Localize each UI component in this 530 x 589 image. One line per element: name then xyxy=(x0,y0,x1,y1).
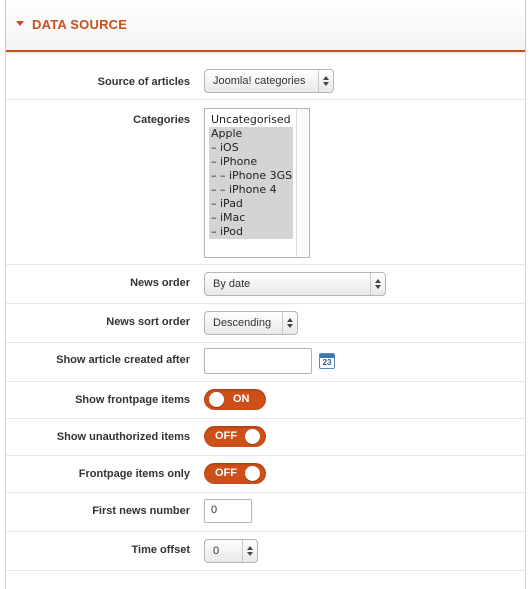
row-frontpage-only xyxy=(6,455,525,493)
news-order-label: News order xyxy=(130,277,190,289)
time-offset-label: Time offset xyxy=(131,544,190,556)
show-frontpage-label: Show frontpage items xyxy=(75,394,190,406)
row-categories xyxy=(6,99,525,265)
category-option[interactable]: – – iPhone 3GS xyxy=(211,169,293,182)
first-news-number-input[interactable]: 0 xyxy=(204,499,252,523)
time-offset-select[interactable] xyxy=(204,539,258,563)
category-option[interactable]: – iPhone xyxy=(209,155,293,169)
created-after-label: Show article created after xyxy=(56,354,190,366)
row-news-order xyxy=(6,264,525,304)
row-source-of-articles xyxy=(6,52,525,100)
show-unauthorized-toggle[interactable] xyxy=(204,426,266,447)
news-sort-order-value: Descending xyxy=(213,317,272,329)
select-updown-icon xyxy=(282,312,297,334)
select-updown-icon xyxy=(318,70,333,92)
row-news-sort-order xyxy=(6,303,525,343)
category-option[interactable]: – iMac xyxy=(209,211,293,225)
news-order-value: By date xyxy=(213,278,251,290)
category-option[interactable]: Uncategorised xyxy=(211,113,291,126)
toggle-state: ON xyxy=(233,393,250,405)
show-frontpage-toggle[interactable] xyxy=(204,389,266,410)
collapse-arrow-icon[interactable] xyxy=(16,21,24,26)
category-option[interactable]: – iPad xyxy=(209,197,293,211)
news-order-select[interactable] xyxy=(204,272,386,296)
categories-listbox[interactable] xyxy=(204,108,310,258)
news-sort-order-select[interactable] xyxy=(204,311,298,335)
row-created-after xyxy=(6,342,525,382)
toggle-knob xyxy=(245,429,260,444)
select-updown-icon xyxy=(242,540,257,562)
source-of-articles-label: Source of articles xyxy=(97,76,190,88)
news-sort-order-label: News sort order xyxy=(106,316,190,328)
show-unauthorized-label: Show unauthorized items xyxy=(56,431,190,443)
panel-header[interactable] xyxy=(6,0,525,52)
source-of-articles-value: Joomla! categories xyxy=(213,75,306,87)
source-of-articles-select[interactable] xyxy=(204,69,334,93)
row-show-unauthorized xyxy=(6,418,525,456)
calendar-day: 23 xyxy=(322,358,332,367)
select-updown-icon xyxy=(370,273,385,295)
panel-title: DATA SOURCE xyxy=(32,17,128,32)
categories-label: Categories xyxy=(133,114,190,126)
first-news-number-label: First news number xyxy=(92,505,190,517)
toggle-knob xyxy=(209,392,224,407)
time-offset-value: 0 xyxy=(213,545,220,557)
row-show-frontpage xyxy=(6,381,525,419)
toggle-knob xyxy=(245,466,260,481)
category-option[interactable]: – – iPhone 4 xyxy=(209,183,293,197)
category-option[interactable]: Apple xyxy=(209,127,293,141)
created-after-input[interactable] xyxy=(204,348,312,374)
toggle-state: OFF xyxy=(215,430,237,442)
frontpage-only-toggle[interactable] xyxy=(204,463,266,484)
row-first-news-number xyxy=(6,492,525,532)
row-time-offset xyxy=(6,531,525,571)
category-option[interactable]: – iOS xyxy=(209,141,293,155)
calendar-icon[interactable] xyxy=(319,353,335,369)
toggle-state: OFF xyxy=(215,467,237,479)
listbox-scrollbar[interactable] xyxy=(296,109,309,257)
category-option[interactable]: – iPod xyxy=(209,225,293,239)
frontpage-only-label: Frontpage items only xyxy=(78,468,190,480)
data-source-panel xyxy=(5,0,526,589)
